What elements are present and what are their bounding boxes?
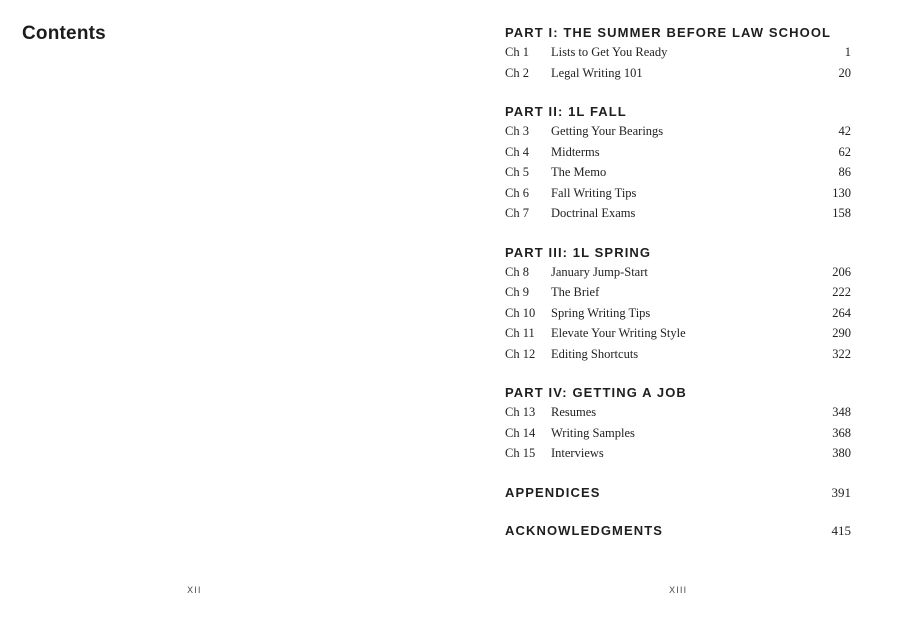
chapter-entry [505,203,851,224]
chapter-entry [505,162,851,183]
part-heading [505,103,851,121]
part-heading [505,244,851,262]
chapter-title: Legal Writing 101 [551,65,643,80]
part-page-number: 391 [831,484,851,500]
chapter-title: Fall Writing Tips [551,185,637,200]
chapter-title: Editing Shortcuts [551,346,639,361]
chapter-page-number: 348 [832,405,851,419]
part-page-number: 415 [831,522,851,538]
chapter-label: Ch 3 [505,124,529,138]
contents-title: Contents [22,23,106,44]
part-heading-text: PART I: THE SUMMER BEFORE LAW SCHOOL [505,25,832,40]
chapter-label: Ch 15 [505,446,536,460]
part-heading-text: PART III: 1L SPRING [505,244,652,260]
chapter-title: Lists to Get You Ready [551,45,668,59]
part-heading-text: PART IV: GETTING A JOB [505,385,687,400]
part-3 [505,244,851,365]
chapter-label: Ch 5 [505,165,529,179]
chapter-title: Midterms [551,144,600,159]
chapter-page-number: 290 [832,326,851,340]
chapter-entry [505,323,851,344]
table-of-contents [505,24,851,540]
chapter-page-number: 62 [838,144,851,159]
chapter-label: Ch 9 [505,285,529,299]
chapter-title: The Memo [551,165,607,179]
chapter-list [505,262,851,365]
part-heading-text: PART II: 1L FALL [505,104,627,119]
chapter-title: Resumes [551,405,597,419]
chapter-entry [505,42,851,63]
chapter-page-number: 130 [832,185,851,200]
folio-right: XIII [669,586,688,596]
chapter-title: Interviews [551,446,604,460]
chapter-entry [505,282,851,303]
chapter-entry [505,183,851,204]
chapter-page-number: 86 [838,165,851,179]
chapter-entry [505,443,851,464]
part-heading-text: APPENDICES [505,484,601,500]
chapter-label: Ch 12 [505,346,536,361]
chapter-title: January Jump-Start [551,264,648,279]
folio-left: XII [187,586,202,596]
chapter-entry [505,344,851,365]
chapter-entry [505,262,851,283]
chapter-page-number: 322 [832,346,851,361]
chapter-page-number: 222 [832,285,851,299]
chapter-title: Doctrinal Exams [551,206,636,220]
part-heading [505,522,851,540]
chapter-title: Elevate Your Writing Style [551,326,686,340]
chapter-entry [505,142,851,163]
chapter-page-number: 158 [832,206,851,220]
left-page [0,0,450,617]
chapter-list [505,42,851,83]
chapter-label: Ch 2 [505,65,529,80]
chapter-entry [505,121,851,142]
chapter-label: Ch 1 [505,45,529,59]
part-1 [505,24,851,83]
chapter-title: The Brief [551,285,600,299]
chapter-entry [505,402,851,423]
chapter-title: Writing Samples [551,425,635,440]
chapter-entry [505,303,851,324]
chapter-page-number: 368 [832,425,851,440]
part-2 [505,103,851,224]
acknowledgments-section [505,522,851,540]
chapter-entry [505,63,851,84]
chapter-label: Ch 13 [505,405,536,419]
part-4 [505,384,851,464]
part-heading [505,384,851,402]
chapter-title: Spring Writing Tips [551,305,651,320]
chapter-list [505,402,851,464]
chapter-page-number: 206 [832,264,851,279]
right-page [450,0,901,617]
chapter-label: Ch 11 [505,326,535,340]
chapter-page-number: 42 [838,124,851,138]
part-heading [505,484,851,502]
appendices-section [505,484,851,502]
chapter-page-number: 1 [844,45,851,59]
chapter-label: Ch 8 [505,264,529,279]
chapter-page-number: 380 [832,446,851,460]
chapter-entry [505,423,851,444]
chapter-list [505,121,851,224]
part-heading-text: ACKNOWLEDGMENTS [505,522,664,538]
chapter-label: Ch 6 [505,185,529,200]
chapter-title: Getting Your Bearings [551,124,664,138]
chapter-page-number: 20 [838,65,851,80]
chapter-page-number: 264 [832,305,851,320]
chapter-label: Ch 4 [505,144,529,159]
chapter-label: Ch 7 [505,206,529,220]
part-heading [505,24,851,42]
chapter-label: Ch 14 [505,425,536,440]
chapter-label: Ch 10 [505,305,536,320]
